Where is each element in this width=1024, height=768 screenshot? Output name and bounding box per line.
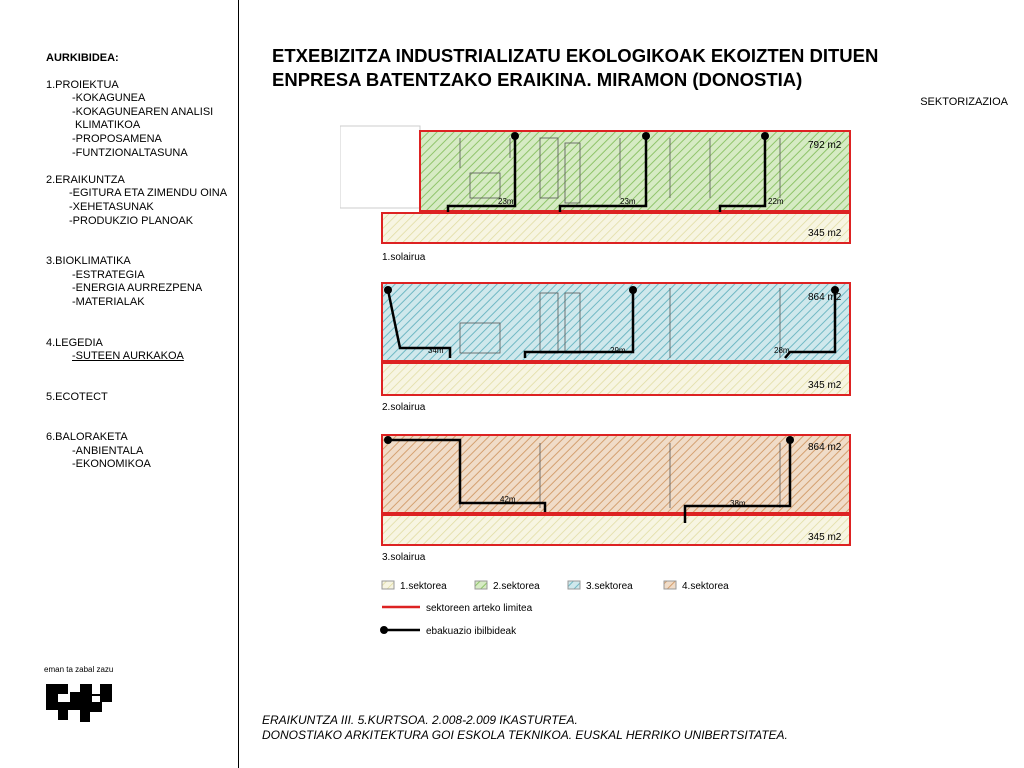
- toc-item[interactable]: -EGITURA ETA ZIMENDU OINA: [69, 187, 228, 200]
- legend-label: ebakuazio ibilbideak: [426, 626, 517, 637]
- legend-route-dot: [380, 626, 388, 634]
- university-logo: [44, 665, 118, 733]
- distance-label: 42m: [500, 495, 516, 504]
- toc-item[interactable]: -KOKAGUNEAREN ANALISI: [72, 105, 214, 118]
- toc-item-current[interactable]: -SUTEEN AURKAKOA: [72, 350, 184, 363]
- toc-section-label[interactable]: 5.ECOTECT: [46, 390, 108, 403]
- route-start-dot: [761, 132, 769, 140]
- page-title: [272, 44, 992, 92]
- toc-item[interactable]: -XEHETASUNAK: [69, 200, 154, 213]
- route-start-dot: [511, 132, 519, 140]
- toc-item[interactable]: -ESTRATEGIA: [72, 268, 145, 281]
- floor-label: 1.solairua: [382, 252, 426, 263]
- floor-label: 2.solairua: [382, 402, 426, 413]
- distance-label: 23m: [498, 197, 514, 206]
- area-label: 792 m2: [808, 140, 842, 151]
- distance-label: 22m: [768, 197, 784, 206]
- toc-item[interactable]: KLIMATIKOA: [75, 119, 141, 132]
- route-start-dot: [384, 436, 392, 444]
- legend-label: 3.sektorea: [586, 581, 633, 592]
- toc-section-label[interactable]: 3.BIOKLIMATIKA: [46, 255, 131, 268]
- toc-section-legedia: [46, 337, 236, 364]
- route-start-dot: [384, 286, 392, 294]
- distance-label: 34m: [428, 346, 444, 355]
- toc-item[interactable]: -PRODUKZIO PLANOAK: [69, 214, 194, 227]
- legend-label: sektoreen arteko limitea: [426, 603, 533, 614]
- legend: [380, 581, 729, 637]
- legend-swatch-1: [382, 581, 394, 589]
- site-outline: [340, 126, 420, 208]
- floor-plan-1: [340, 126, 850, 263]
- floor-label: 3.solairua: [382, 552, 426, 563]
- route-start-dot: [786, 436, 794, 444]
- table-of-contents: [46, 52, 236, 472]
- toc-section-ecotect: [46, 391, 236, 405]
- footer-line: DONOSTIAKO ARKITEKTURA GOI ESKOLA TEKNIKOA. EUSKAL HERRIKO UNIBERTSITATEA.: [262, 728, 788, 742]
- area-label: 864 m2: [808, 292, 842, 303]
- toc-header: AURKIBIDEA:: [46, 52, 119, 64]
- toc-item[interactable]: -EKONOMIKOA: [72, 458, 151, 471]
- toc-section-bioklimatika: [46, 255, 236, 309]
- toc-item[interactable]: -KOKAGUNEA: [72, 92, 146, 105]
- distance-label: 38m: [730, 499, 746, 508]
- footer-line: ERAIKUNTZA III. 5.KURTSOA. 2.008-2.009 IKASTURTEA.: [262, 713, 578, 727]
- legend-label: 1.sektorea: [400, 581, 447, 592]
- title-line: ENPRESA BATENTZAKO ERAIKINA. MIRAMON (DONOSTIA): [272, 69, 803, 90]
- toc-item[interactable]: -ANBIENTALA: [72, 444, 144, 457]
- toc-section-eraikuntza: [46, 174, 236, 228]
- floor-plan-3: [382, 435, 850, 563]
- toc-section-balorakea: [46, 431, 236, 472]
- ehu-emblem-icon: [44, 680, 118, 728]
- toc-section-label[interactable]: 1.PROIEKTUA: [46, 78, 119, 91]
- area-label: 345 m2: [808, 228, 842, 239]
- legend-swatch-4: [664, 581, 676, 589]
- area-label: 345 m2: [808, 380, 842, 391]
- toc-section-label[interactable]: 2.ERAIKUNTZA: [46, 173, 125, 186]
- legend-swatch-3: [568, 581, 580, 589]
- floor-plan-2: [382, 283, 850, 413]
- distance-label: 23m: [620, 197, 636, 206]
- sector-1-zone: [382, 213, 850, 243]
- legend-swatch-2: [475, 581, 487, 589]
- distance-label: 29m: [610, 346, 626, 355]
- toc-section-label[interactable]: 6.BALORAKETA: [46, 431, 128, 444]
- toc-item[interactable]: -PROPOSAMENA: [72, 132, 162, 145]
- distance-label: 28m: [774, 346, 790, 355]
- floor-plans: [340, 118, 860, 648]
- page-subtitle: SEKTORIZAZIOA: [920, 96, 1008, 108]
- legend-label: 4.sektorea: [682, 581, 729, 592]
- area-label: 864 m2: [808, 442, 842, 453]
- logo-motto: eman ta zabal zazu: [44, 665, 114, 674]
- legend-label: 2.sektorea: [493, 581, 540, 592]
- toc-section-proiektua: [46, 79, 236, 161]
- area-label: 345 m2: [808, 532, 842, 543]
- sector-1-zone: [382, 363, 850, 395]
- toc-section-label[interactable]: 4.LEGEDIA: [46, 336, 103, 349]
- toc-item[interactable]: -ENERGIA AURREZPENA: [72, 282, 203, 295]
- toc-item[interactable]: -FUNTZIONALTASUNA: [72, 146, 188, 159]
- divider-line: [238, 0, 239, 768]
- footer: [262, 713, 788, 743]
- route-start-dot: [629, 286, 637, 294]
- sector-1-zone: [382, 515, 850, 545]
- toc-item[interactable]: -MATERIALAK: [72, 295, 145, 308]
- route-start-dot: [642, 132, 650, 140]
- title-line: ETXEBIZITZA INDUSTRIALIZATU EKOLOGIKOAK EKOIZTEN DITUEN: [272, 45, 879, 66]
